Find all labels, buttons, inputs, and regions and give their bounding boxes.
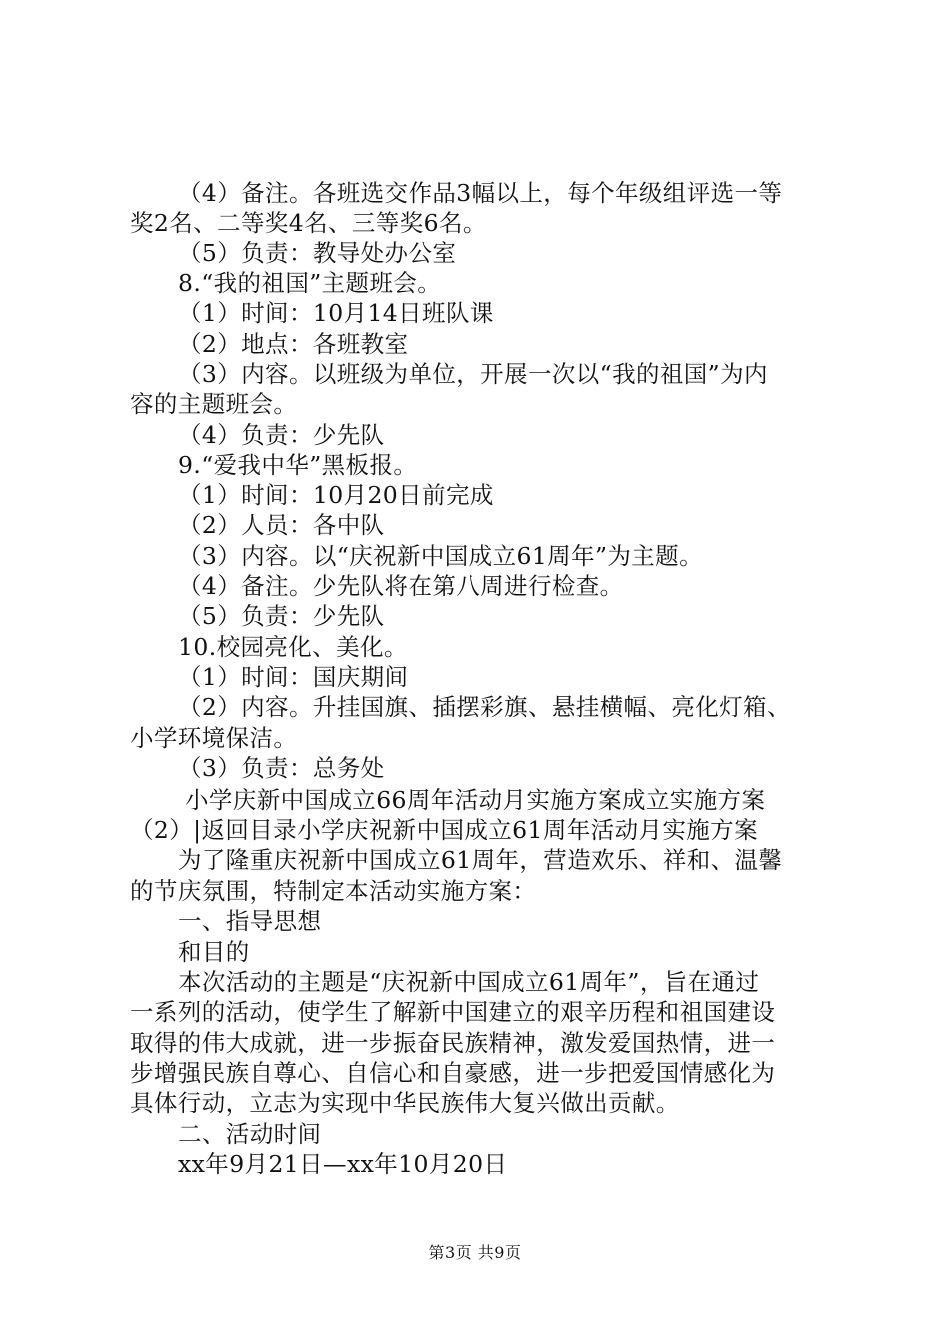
text-line: （1）时间：10月14日班队课	[178, 299, 494, 327]
section-heading: 一、指导思想	[178, 907, 322, 935]
paragraph-line: 一系列的活动，使学生了解新中国建立的艰辛历程和祖国建设	[130, 998, 776, 1026]
text-line: （5）负责：少先队	[178, 602, 385, 630]
text-line: 奖2名、二等奖4名、三等奖6名。	[130, 209, 487, 237]
text-line: （1）时间：国庆期间	[178, 663, 409, 691]
section-heading: 二、活动时间	[178, 1120, 322, 1148]
paragraph-line: 的节庆氛围，特制定本活动实施方案：	[130, 877, 537, 905]
text-line: （3）负责：总务处	[178, 754, 385, 782]
text-line: （2）内容。升挂国旗、插摆彩旗、悬挂横幅、亮化灯箱、	[178, 693, 791, 721]
paragraph-line: 本次活动的主题是“庆祝新中国成立61周年”，旨在通过	[178, 968, 760, 996]
text-line: （4）备注。各班选交作品3幅以上，每个年级组评选一等	[178, 179, 783, 207]
text-line: （1）时间：10月20日前完成	[178, 481, 494, 509]
text-line: （2）人员：各中队	[178, 511, 385, 539]
text-line: 容的主题班会。	[130, 390, 298, 418]
paragraph-line: 具体行动，立志为实现中华民族伟大复兴做出贡献。	[130, 1089, 680, 1117]
page-number-footer: 第3页 共9页	[428, 1243, 522, 1262]
section-heading: 10.校园亮化、美化。	[178, 633, 408, 661]
text-line: （3）内容。以“庆祝新中国成立61周年”为主题。	[178, 542, 703, 570]
paragraph-line: 步增强民族自尊心、自信心和自豪感，进一步把爱国情感化为	[130, 1059, 776, 1087]
text-line: （5）负责：教导处办公室	[178, 239, 457, 267]
paragraph-line: xx年9月21日—xx年10月20日	[178, 1150, 508, 1178]
section-heading: 和目的	[178, 938, 250, 966]
paragraph-line: 取得的伟大成就，进一步振奋民族精神，激发爱国热情，进一	[130, 1029, 776, 1057]
text-line: （4）备注。少先队将在第八周进行检查。	[178, 572, 624, 600]
article-title: （2）|返回目录小学庆祝新中国成立61周年活动月实施方案	[130, 816, 758, 844]
text-line: （2）地点：各班教室	[178, 330, 409, 358]
article-title: 小学庆新中国成立66周年活动月实施方案成立实施方案	[185, 786, 766, 814]
paragraph-line: 为了隆重庆祝新中国成立61周年，营造欢乐、祥和、温馨	[178, 846, 783, 874]
section-heading: 8.“我的祖国”主题班会。	[178, 269, 442, 297]
text-line: （4）负责：少先队	[178, 421, 385, 449]
section-heading: 9.“爱我中华”黑板报。	[178, 451, 418, 479]
text-line: （3）内容。以班级为单位，开展一次以“我的祖国”为内	[178, 360, 768, 388]
text-line: 小学环境保洁。	[130, 724, 298, 752]
